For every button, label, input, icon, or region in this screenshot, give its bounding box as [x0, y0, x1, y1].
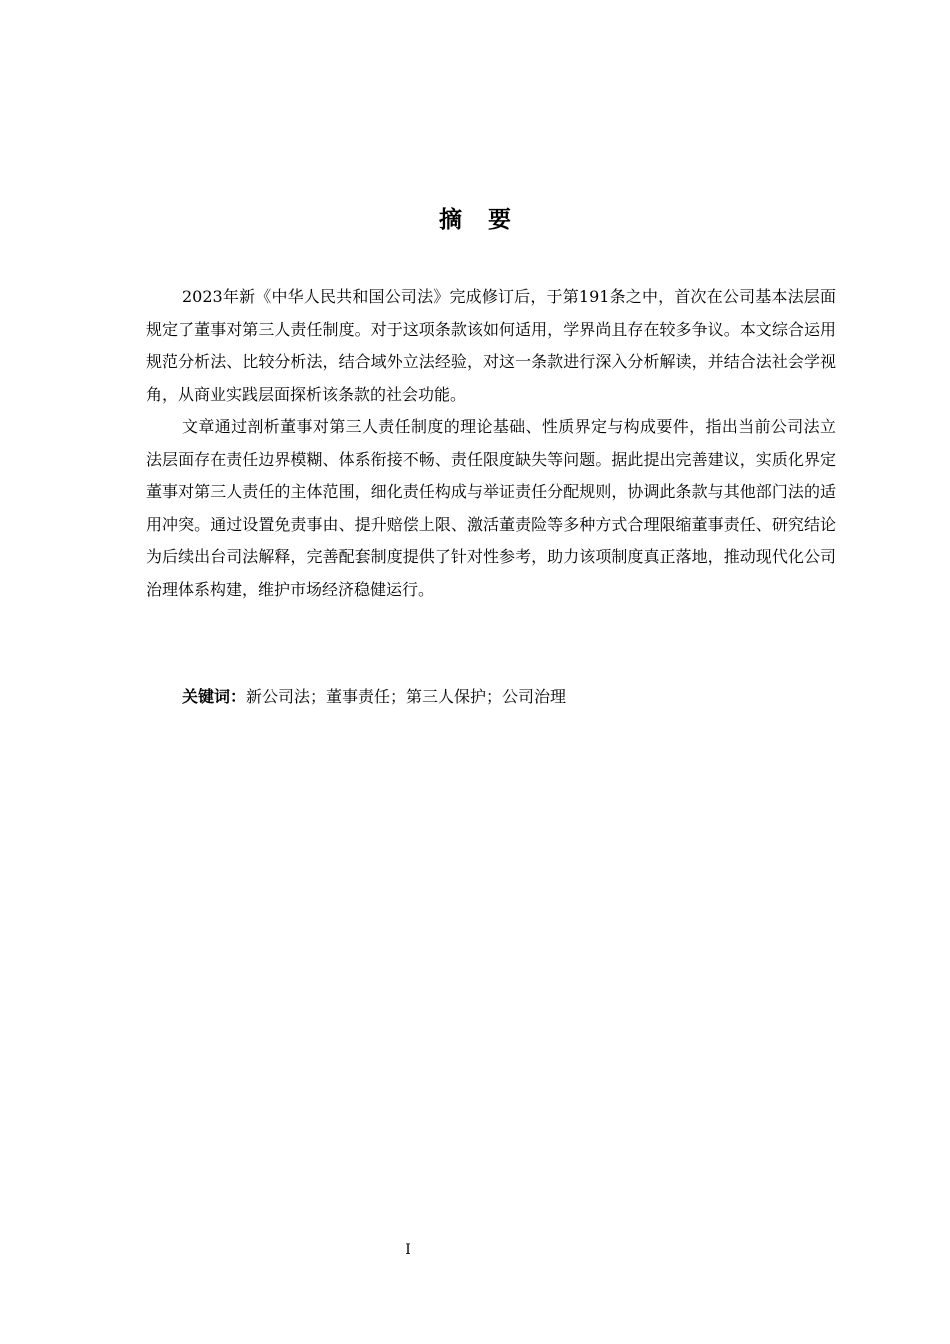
page-number: I: [405, 1242, 411, 1258]
keywords-list: 新公司法；董事责任；第三人保护；公司治理: [246, 687, 567, 706]
abstract-title: 摘要: [439, 207, 537, 233]
abstract-body: [146, 281, 836, 606]
keywords-label: 关键词：: [182, 687, 247, 706]
abstract-paragraph-2: 文章通过剖析董事对第三人责任制度的理论基础、性质界定与构成要件，指出当前公司法立法层面存在责任边界模糊、体系衔接不畅、责任限度缺失等问题。据此提出完善建议，实质化界定董事对第三人责任的主体范围，细化责任构成与举证责任分配规则，协调此条款与其他部门法的适用冲突。通过设置免责事由、提升赔偿上限、激活董责险等多种方式合理限缩董事责任、研究结论为后续出台司法解释，完善配套制度提供了针对性参考，助力该项制度真正落地，推动现代化公司治理体系构建，维护市场经济稳健运行。: [146, 417, 836, 599]
abstract-paragraph-1: 2023年新《中华人民共和国公司法》完成修订后，于第191条之中，首次在公司基本法层面规定了董事对第三人责任制度。对于这项条款该如何适用，学界尚且存在较多争议。本文综合运用规范分析法、比较分析法，结合域外立法经验，对这一条款进行深入分析解读，并结合法社会学视角，从商业实践层面探析该条款的社会功能。: [146, 287, 836, 404]
keywords-line: [182, 681, 566, 713]
